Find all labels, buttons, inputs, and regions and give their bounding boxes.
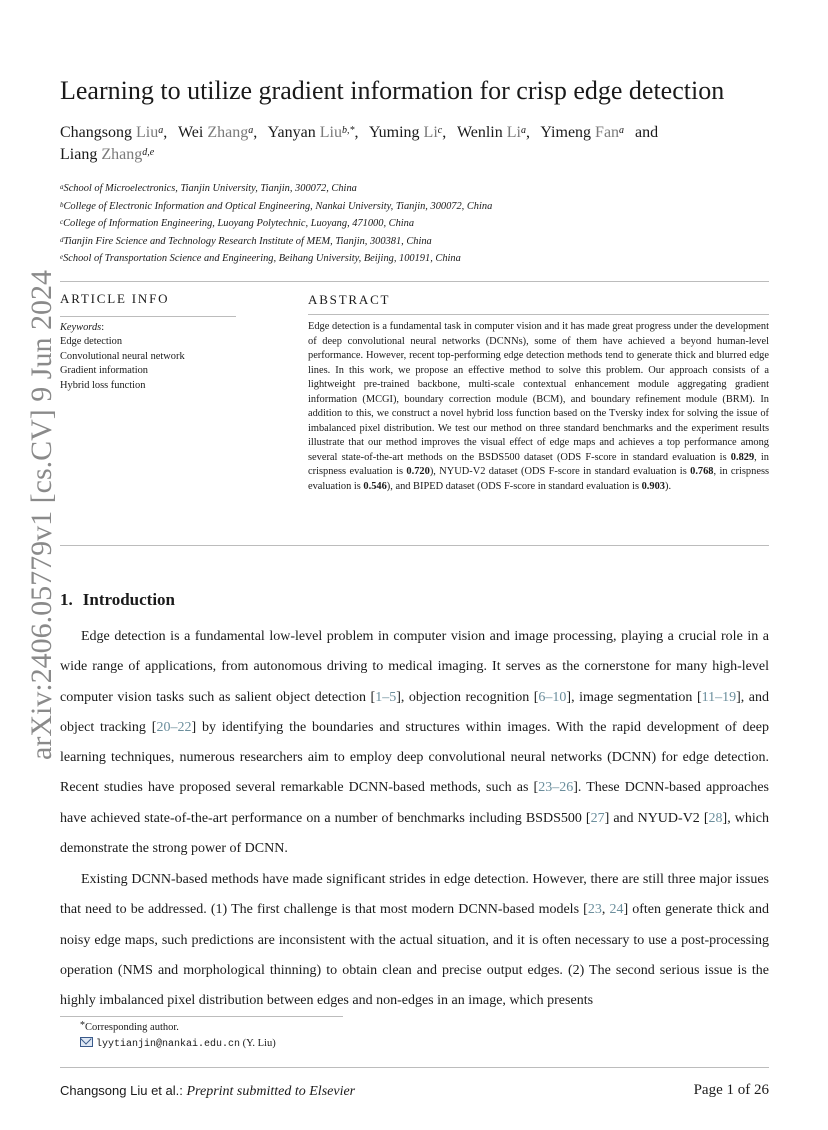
- keywords-block: Keywords: Edge detection Convolutional neural network Gradient information Hybrid loss function: [60, 321, 185, 393]
- author: Wenlin Li$^a$,: [456, 124, 530, 141]
- author: Wei Zhang$^a$,: [177, 124, 258, 141]
- footer-left: Changsong Liu et al.: Preprint submitted to Elsevier: [60, 1083, 356, 1099]
- section-heading-introduction: 1. Introduction: [60, 590, 176, 609]
- citation-link[interactable]: 1–5: [375, 689, 397, 705]
- abstract-underline: [308, 314, 769, 315]
- footnote: *Corresponding author. lyytianjin@nankai.edu.cn (Y. Liu): [80, 1020, 276, 1050]
- citation-link[interactable]: 23–26: [538, 780, 574, 796]
- article-info-heading: ARTICLE INFO: [60, 291, 170, 306]
- citation-link[interactable]: 20–22: [156, 719, 192, 735]
- top-divider: [60, 281, 769, 282]
- author: Yimeng Fan$^a$: [540, 124, 625, 141]
- citation-link[interactable]: 28: [708, 810, 723, 826]
- abstract-bottom-divider: [60, 545, 769, 546]
- affiliation: $^a$School of Microelectronics, Tianjin University, Tianjin, 300072, China: [60, 183, 357, 194]
- keyword: Edge detection: [60, 336, 123, 348]
- footer-divider: [60, 1067, 769, 1068]
- email-link[interactable]: lyytianjin@nankai.edu.cn: [96, 1039, 241, 1050]
- citation-link[interactable]: 27: [590, 810, 605, 826]
- intro-paragraph-1: Edge detection is a fundamental low-level problem in computer vision and image processing, playing a crucial role in a wide range of applications, from autonomous driving to medical imaging. It serves as the cornerstone for many high-level computer vision tasks such as salient object detection [1–5], objection recognition [6–10], image segmentation [11–19], and object tracking [20–22] by identifying the boundaries and structures within images. With the rapid development of deep learning techniques, numerous researchers aim to employ deep convolutional neural networks (DCNN) for edge detection. Recent studies have proposed several remarkable DCNN-based methods, such as [23–26]. These DCNN-based approaches have achieved state-of-the-art performance on a number of benchmarks including BSDS500 [27] and NYUD-V2 [28], which demonstrate the strong power of DCNN.: [60, 629, 769, 857]
- citation-link[interactable]: 11–19: [701, 689, 737, 705]
- affiliation: $^b$College of Electronic Information and Optical Engineering, Nankai University, Tianjin, 300072, China: [60, 200, 493, 212]
- abstract-text: Edge detection is a fundamental task in computer vision and it has made great progress under the development of deep convolutional neural networks (DCNNs), some of them have achieved a beyond human-level performance. However, recent top-performing edge detection methods tend to generate thick and blurred edge lines. In this work, we propose an effective method to solve this problem. Our approach consists of a lightweight pre-trained backbone, multi-scale contextual enhancement module aggregating gradient information (MCGI), boundary correction module (BCM), and boundary refinement module (BRM). In addition to this, we construct a novel hybrid loss function based on the Tversky index for solving the issue of imbalanced pixel distribution. We test our method on three standard benchmarks and the experiment results illustrate that our method improves the visual effect of edge maps and achieves a top performance among several state-of-the-art methods on the BSDS500 dataset (ODS F-score in standard evaluation is 0.829, in crispness evaluation is 0.720), NYUD-V2 dataset (ODS F-score in standard evaluation is 0.768, in crispness evaluation is 0.546), and BIPED dataset (ODS F-score in standard evaluation is 0.903).: [308, 321, 770, 493]
- citation-link[interactable]: 23: [587, 902, 602, 918]
- article-info-underline: [60, 316, 236, 317]
- citation-link[interactable]: 6–10: [538, 689, 567, 705]
- affiliation: $^c$College of Information Engineering, Luoyang Polytechnic, Luoyang, 471000, China: [60, 218, 415, 230]
- author: Liang Zhang$^{d,e}$: [60, 146, 155, 163]
- keywords-label: Keywords: [60, 322, 102, 333]
- author: Changsong Liu$^a$,: [60, 124, 168, 141]
- keyword: Gradient information: [60, 365, 149, 377]
- author-list: [60, 122, 770, 166]
- paper-title: Learning to utilize gradient information for crisp edge detection: [60, 76, 725, 105]
- citation-link[interactable]: 24: [609, 902, 624, 918]
- keyword: Convolutional neural network: [60, 350, 185, 362]
- footnote-rule: [60, 1016, 343, 1017]
- page-number: Page 1 of 26: [693, 1082, 769, 1098]
- affiliations: [60, 180, 770, 268]
- affiliation: $^d$Tianjin Fire Science and Technology Research Institute of MEM, Tianjin, 300381, China: [60, 235, 432, 247]
- intro-paragraph-2: Existing DCNN-based methods have made significant strides in edge detection. However, there are still three major issues that need to be addressed. (1) The first challenge is that most modern DCNN-based models [23, 24] often generate thick and noisy edge maps, such predictions are inconsistent with the actual situation, and it is often necessary to use a post-processing operation (NMS and morphological thinning) to obtain clean and precise output edges. (2) The second serious issue is the highly imbalanced pixel distribution between edges and non-edges in an image, which presents: [60, 872, 770, 1009]
- keyword: Hybrid loss function: [60, 379, 146, 391]
- affiliation: $^e$School of Transportation Science and Engineering, Beihang University, Beijing, 100191, China: [60, 253, 461, 265]
- and-word: and: [635, 124, 659, 141]
- envelope-icon: [80, 1037, 93, 1047]
- author: Yuming Li$^c$,: [368, 124, 447, 141]
- abstract-heading: ABSTRACT: [308, 292, 391, 307]
- author: Yanyan Liu$^{b,*}$,: [267, 124, 359, 141]
- arxiv-side-stamp: arXiv:2406.05779v1 [cs.CV] 9 Jun 2024: [25, 270, 58, 760]
